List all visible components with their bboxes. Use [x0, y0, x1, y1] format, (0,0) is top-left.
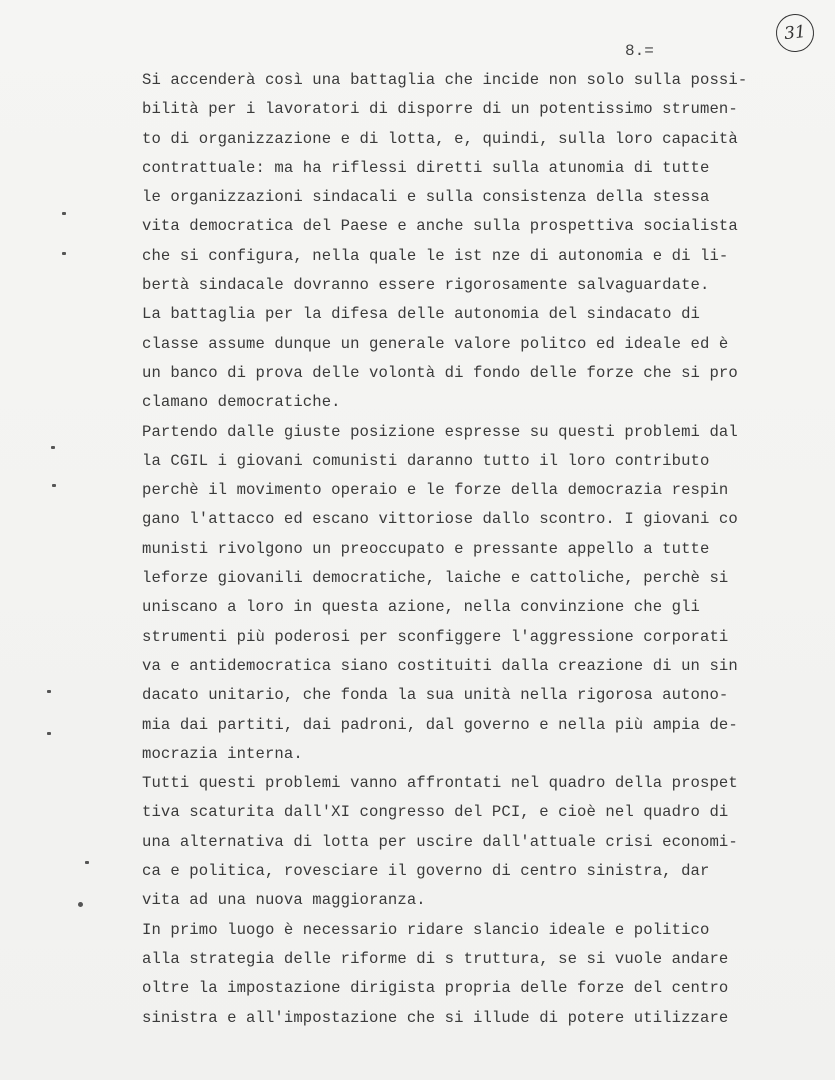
margin-mark	[62, 252, 66, 255]
text-line: bertà sindacale dovranno essere rigorosamente salvaguardate.	[142, 276, 710, 295]
text-line: dacato unitario, che fonda la sua unità nella rigorosa autono-	[142, 686, 729, 705]
text-line: alla strategia delle riforme di s truttura, se si vuole andare	[142, 949, 729, 968]
text-line: tiva scaturita dall'XI congresso del PCI, e cioè nel quadro di	[142, 803, 729, 822]
margin-mark	[85, 861, 89, 864]
text-line: che si configura, nella quale le ist nze di autonomia e di li-	[142, 246, 729, 265]
text-line: gano l'attacco ed escano vittoriose dallo scontro. I giovani co	[142, 510, 738, 529]
page-number: 8.=	[625, 42, 654, 60]
text-line: la CGIL i giovani comunisti daranno tutto il loro contributo	[142, 451, 710, 470]
text-line: mia dai partiti, dai padroni, dal governo e nella più ampia de-	[142, 715, 738, 734]
margin-mark	[47, 732, 51, 735]
text-line: vita democratica del Paese e anche sulla prospettiva socialista	[142, 217, 738, 236]
text-line: In primo luogo è necessario ridare slancio ideale e politico	[142, 920, 710, 939]
text-line: clamano democratiche.	[142, 393, 341, 412]
text-line: classe assume dunque un generale valore politco ed ideale ed è	[142, 334, 729, 353]
stamp-number: 31	[783, 21, 807, 45]
text-line: oltre la impostazione dirigista propria delle forze del centro	[142, 979, 729, 998]
text-line: Partendo dalle giuste posizione espresse su questi problemi dal	[142, 422, 738, 441]
text-line: bilità per i lavoratori di disporre di un potentissimo strumen-	[142, 100, 738, 119]
text-line: va e antidemocratica siano costituiti dalla creazione di un sin	[142, 656, 738, 675]
text-line: Tutti questi problemi vanno affrontati nel quadro della prospet	[142, 774, 738, 793]
text-line: vita ad una nuova maggioranza.	[142, 891, 426, 910]
margin-mark	[78, 902, 83, 907]
margin-mark	[47, 690, 51, 693]
text-line: perchè il movimento operaio e le forze della democrazia respin	[142, 481, 729, 500]
body-text	[142, 66, 822, 1033]
text-line: mocrazia interna.	[142, 744, 303, 763]
text-line: uniscano a loro in questa azione, nella convinzione che gli	[142, 598, 701, 617]
margin-mark	[62, 212, 66, 215]
text-line: contrattuale: ma ha riflessi diretti sulla atunomia di tutte	[142, 158, 710, 177]
text-line: munisti rivolgono un preoccupato e pressante appello a tutte	[142, 539, 710, 558]
text-line: strumenti più poderosi per sconfiggere l'aggressione corporati	[142, 627, 729, 646]
margin-mark	[51, 446, 55, 449]
text-line: La battaglia per la difesa delle autonomia del sindacato di	[142, 305, 701, 324]
text-line: le organizzazioni sindacali e sulla consistenza della stessa	[142, 188, 710, 207]
handwritten-page-stamp	[774, 12, 816, 54]
text-line: un banco di prova delle volontà di fondo delle forze che si pro	[142, 363, 738, 382]
margin-mark	[52, 484, 56, 487]
text-line: ca e politica, rovesciare il governo di centro sinistra, dar	[142, 862, 710, 881]
text-line: Si accenderà così una battaglia che incide non solo sulla possi-	[142, 71, 748, 89]
text-line: una alternativa di lotta per uscire dall'attuale crisi economi-	[142, 832, 738, 851]
text-line: leforze giovanili democratiche, laiche e cattoliche, perchè si	[142, 569, 729, 588]
text-line: to di organizzazione e di lotta, e, quindi, sulla loro capacità	[142, 129, 738, 148]
text-line: sinistra e all'impostazione che si illude di potere utilizzare	[142, 1008, 729, 1027]
